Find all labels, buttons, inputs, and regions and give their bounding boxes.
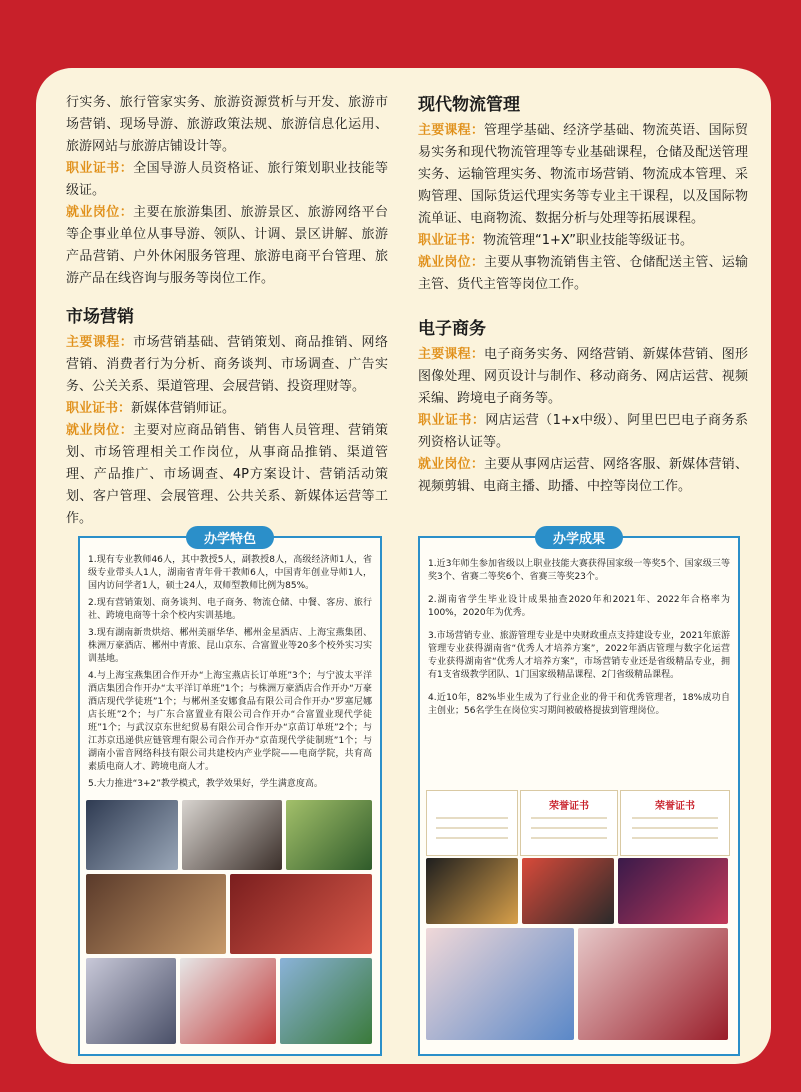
- logistics-courses: 主要课程：管理学基础、经济学基础、物流英语、国际贸易实务和现代物流管理等专业基础课程，仓储及配送管理实务、运输管理实务、物流市场营销、物流成本管理、采购管理、国际货运代理实务等专业主干课程，以及国际物流单证、电商物流、数据分析与处理等拓展课程。: [418, 123, 748, 226]
- features-item: 2.现有营销策划、商务谈判、电子商务、物流仓储、中餐、客房、旅行社、跨境电商等十余个校内实训基地。: [88, 598, 372, 621]
- photo-training: [522, 858, 614, 924]
- photo-seminar: [86, 874, 226, 954]
- logistics-job: 就业岗位：主要从事物流销售主管、仓储配送主管、运输主管、货代主管等岗位工作。: [418, 255, 748, 292]
- photo-outdoor: [280, 958, 372, 1044]
- certificate-1: [426, 790, 518, 856]
- photo-group: [182, 800, 282, 870]
- photo-meeting: [86, 800, 178, 870]
- features-item: 5.大力推进“3+2”教学模式，教学效果好，学生满意度高。: [88, 779, 323, 789]
- tourism-cert: 职业证书：全国导游人员资格证、旅行策划职业技能等级证。: [66, 161, 388, 198]
- certificate-3: 荣誉证书: [620, 790, 730, 856]
- features-photo-grid: [86, 800, 374, 1048]
- achievements-photo-grid: [426, 790, 732, 1048]
- photo-students: [286, 800, 372, 870]
- achievements-badge: 办学成果: [535, 526, 623, 549]
- achievements-item: 2.湖南省学生毕业设计成果抽查2020年和2021年、2022年合格率为100%，2020年为优秀。: [428, 595, 730, 618]
- photo-tea-ceremony: [426, 928, 574, 1040]
- ecommerce-job: 就业岗位：主要从事网店运营、网络客服、新媒体营销、视频剪辑、电商主播、助播、中控等岗位工作。: [418, 457, 748, 494]
- tourism-courses-continued: 行实务、旅行管家实务、旅游资源赏析与开发、旅游市场营销、现场导游、旅游政策法规、旅游信息化运用、旅游网站与旅游店铺设计等。: [66, 95, 388, 154]
- features-text: [88, 554, 372, 795]
- achievements-text: [428, 558, 730, 722]
- marketing-courses: 主要课程：市场营销基础、营销策划、商品推销、网络营销、消费者行为分析、商务谈判、市场调查、广告实务、公关关系、渠道管理、会展营销、投资理财等。: [66, 335, 388, 394]
- logistics-cert: 职业证书：物流管理“1+X”职业技能等级证书。: [418, 233, 694, 248]
- photo-competition: [578, 928, 728, 1040]
- left-column: [66, 92, 388, 530]
- right-column: [418, 92, 748, 498]
- features-box: [78, 532, 382, 1056]
- achievements-box: [418, 532, 740, 1056]
- photo-workshop: [426, 858, 518, 924]
- photo-ceremony: [230, 874, 372, 954]
- achievements-item: 1.近3年师生参加省级以上职业技能大赛获得国家级一等奖5个、国家级三等奖3个、省赛二等奖6个、省赛三等奖23个。: [428, 559, 730, 582]
- marketing-title: 市场营销: [66, 307, 134, 327]
- logistics-title: 现代物流管理: [418, 95, 520, 115]
- ecommerce-title: 电子商务: [418, 319, 486, 339]
- marketing-cert: 职业证书：新媒体营销师证。: [66, 401, 236, 416]
- tourism-job: 就业岗位：主要在旅游集团、旅游景区、旅游网络平台等企事业单位从事导游、领队、计调、景区讲解、旅游产品营销、户外休闲服务管理、旅游电商平台管理、旅游产品在线咨询与服务等岗位工作。: [66, 205, 388, 286]
- photo-stage: [618, 858, 728, 924]
- achievements-item: 4.近10年，82%毕业生成为了行业企业的骨干和优秀管理者，18%成功自主创业；56名学生在岗位实习期间被破格提拔到管理岗位。: [428, 693, 730, 716]
- achievements-item: 3.市场营销专业、旅游管理专业是中央财政重点支持建设专业，2021年旅游管理专业获得湖南省“优秀人才培养方案”，2022年酒店管理与数字化运营专业获得湖南省“优秀人才培养方案”，市场营销专业还是省级精品专业，拥有1支省级教学团队、1门国家级精品课程、2门省级精品课程。: [428, 631, 730, 680]
- certificate-2: 荣誉证书: [520, 790, 618, 856]
- features-badge: 办学特色: [186, 526, 274, 549]
- ecommerce-courses: 主要课程：电子商务实务、网络营销、新媒体营销、图形图像处理、网页设计与制作、移动商务、网店运营、视频采编、跨境电子商务等。: [418, 347, 748, 406]
- features-item: 4.与上海宝燕集团合作开办“上海宝燕店长订单班”3个；与宁波太平洋酒店集团合作开办“太平洋订单班”1个；与株洲万豪酒店合作开办“万豪酒店现代学徒班”1个；与郴州圣安娜食品有限公司合作开办“罗塞尼娜店长班”2个；与广东合富置业有限公司合作开办“合富置业现代学徒班”1个；与武汉京东世纪贸易有限公司合作开办“京苗订单班”2个；与江苏京迅递供应链管理有限公司合作开办“京苗现代学徒制班”1个；与湖南小雷音网络科技有限公司共建校内产业学院——电商学院，共育高素质电商人才、跨境电商人才。: [88, 671, 372, 772]
- photo-class: [86, 958, 176, 1044]
- photo-event: [180, 958, 276, 1044]
- marketing-job: 就业岗位：主要对应商品销售、销售人员管理、营销策划、市场管理相关工作岗位，从事商品推销、渠道管理、产品推广、市场调查、4P方案设计、营销活动策划、客户管理、会展管理、公共关系、新媒体运营等工作。: [66, 423, 388, 526]
- features-item: 1.现有专业教师46人，其中教授5人，副教授8人，高级经济师1人，省级专业带头人1人，湖南省青年骨干教师6人，中国青年创业导师1人，国内访问学者1人，硕士24人，双师型教师比例为85%。: [88, 555, 372, 591]
- features-item: 3.现有湖南新贵烘焙、郴州美丽华华、郴州金星酒店、上海宝燕集团、株洲万豪酒店、郴州中青旅、昆山京东、合富置业等20多个校外实习实训基地。: [88, 628, 372, 664]
- ecommerce-cert: 职业证书：网店运营（1+x中级）、阿里巴巴电子商务系列资格认证等。: [418, 413, 748, 450]
